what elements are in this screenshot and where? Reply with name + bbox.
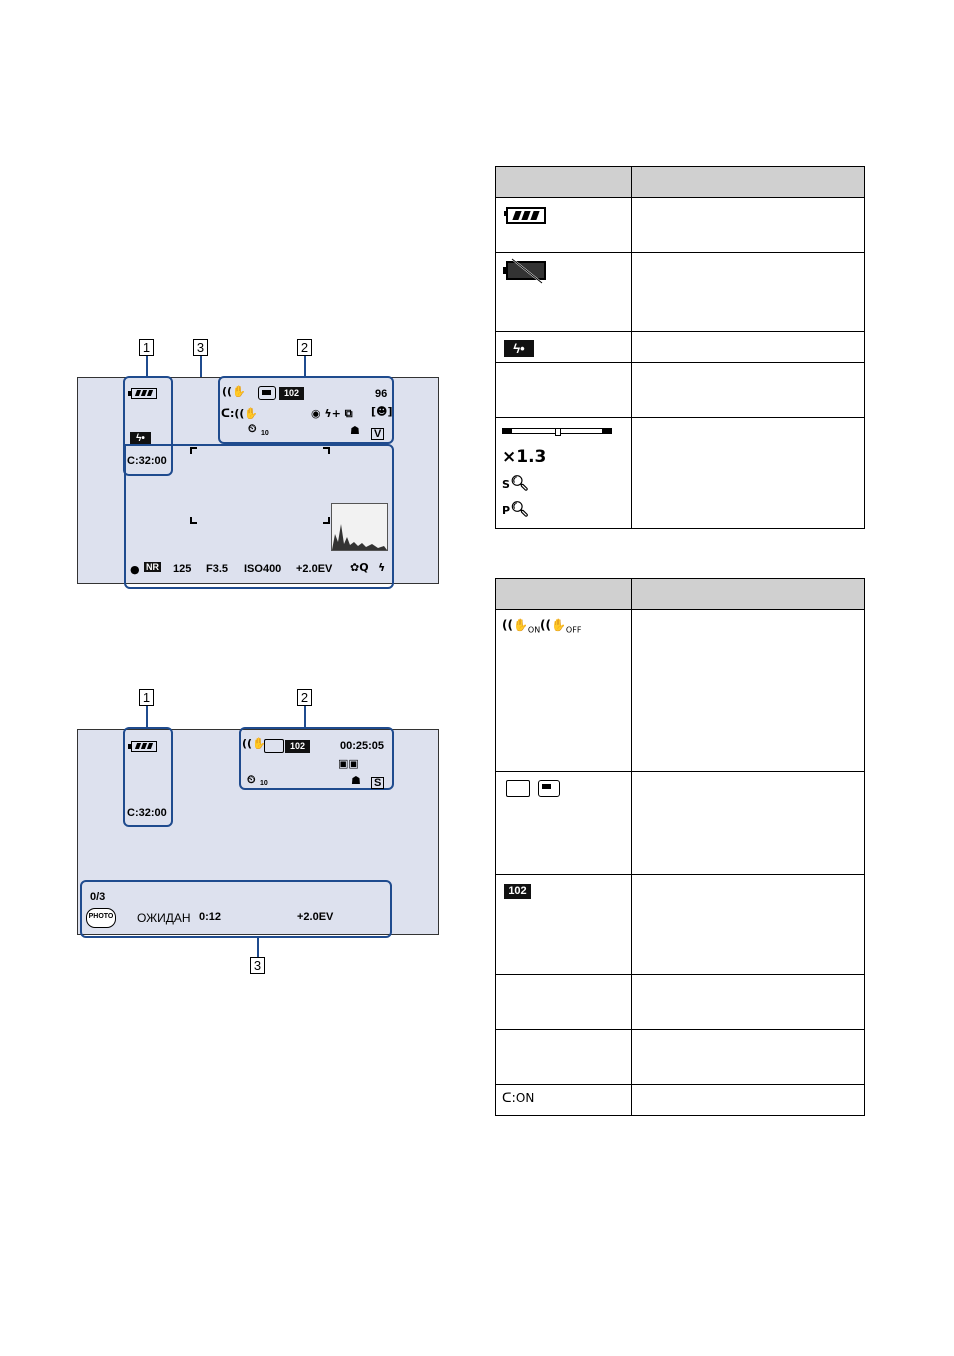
table-header-row (496, 167, 865, 198)
meaning-cell (631, 332, 864, 363)
steadyshot-off-icon: (($✋_{OFF}$ (540, 618, 582, 635)
table-header-row (496, 579, 865, 610)
table-row (496, 332, 865, 363)
battery-icon (131, 388, 157, 399)
image-counter: 0/3 (90, 891, 106, 903)
photo-button-icon: PHOTO (86, 908, 116, 928)
scene-icon: ☗ (350, 424, 360, 437)
self-timer-sub: 10 (261, 430, 269, 437)
icon-cell (496, 975, 632, 1030)
exposure-value: +2.0EV (296, 563, 333, 575)
callout-2: 2 (297, 689, 312, 706)
battery-full-icon (506, 207, 546, 224)
folder-icon: 102 (285, 740, 310, 753)
steadyshot-on-icon: (($✋_{ON}$ (502, 618, 541, 635)
table-row (496, 875, 865, 975)
movie-lcd-screen (77, 729, 439, 935)
af-frame-tl (190, 447, 197, 454)
zoom-value: ×1.3 (502, 447, 547, 467)
metering-mode-icon: ▣▣ (338, 757, 359, 770)
icon-cell (496, 363, 632, 418)
table-row (496, 610, 865, 772)
memory-card-icon (264, 739, 284, 753)
table-row (496, 772, 865, 875)
standby-label: ОЖИДАН (137, 911, 191, 925)
indicator-group-3 (80, 880, 392, 938)
scene-label: S (371, 777, 384, 789)
metering-icon: ● (130, 563, 140, 576)
callout-line-2 (304, 706, 306, 727)
meaning-cell (631, 1030, 864, 1085)
af-frame-br (323, 517, 330, 524)
meaning-cell (631, 1085, 864, 1116)
shutter-speed: 125 (173, 563, 192, 575)
callout-1: 1 (139, 689, 154, 706)
table-row (496, 253, 865, 332)
elapsed-time: 0:12 (199, 911, 222, 923)
flash-charge-icon: ϟ• (504, 340, 534, 357)
header-cell-meaning (631, 579, 864, 610)
indicator-table-2 (495, 578, 865, 1116)
flash-charge-icon: ϟ• (130, 432, 151, 445)
battery-remaining-time: C:32:00 (127, 807, 167, 819)
icon-cell (496, 772, 632, 875)
meaning-cell (631, 610, 864, 772)
meaning-cell (631, 875, 864, 975)
internal-memory-icon (538, 780, 560, 797)
battery-icon (131, 741, 157, 752)
callout-line-1 (146, 356, 148, 377)
histogram-graph (332, 504, 387, 550)
icon-cell (496, 332, 632, 363)
callout-line-2 (304, 356, 306, 377)
callout-line-3 (257, 936, 259, 957)
meaning-cell (631, 772, 864, 875)
header-cell-indicator (496, 579, 632, 610)
folder-icon: 102 (279, 387, 304, 400)
icon-cell (496, 875, 632, 975)
still-lcd-screen (77, 377, 439, 584)
face-detection-icon: [☻] (371, 405, 393, 418)
histogram (331, 503, 388, 551)
macro-zoom-icon: ✿Q (350, 561, 369, 574)
table-row (496, 418, 865, 529)
zoom-scale-icon (502, 428, 612, 434)
meaning-cell (631, 363, 864, 418)
smart-zoom-icon: S🔍︎ (502, 474, 529, 492)
iso-value: ISO400 (244, 563, 282, 575)
table-row (496, 363, 865, 418)
meaning-cell (631, 253, 864, 332)
flash-icon: ϟ (378, 561, 386, 574)
nr-icon: NR (146, 562, 159, 572)
icon-cell (496, 198, 632, 253)
battery-remaining-time: C:32:00 (127, 455, 167, 467)
af-illuminator-icon: ᑕ:ON (502, 1091, 535, 1106)
table-row (496, 1030, 865, 1085)
battery-empty-icon (502, 258, 548, 284)
table-row (496, 975, 865, 1030)
self-timer-icon: ⏲ (247, 773, 256, 786)
shots-remaining: 96 (375, 388, 388, 400)
af-frame-tr (323, 447, 330, 454)
icon-cell (496, 1030, 632, 1085)
table-row (496, 198, 865, 253)
precision-zoom-icon: P🔍︎ (502, 500, 530, 518)
header-cell-meaning (631, 167, 864, 198)
af-frame-bl (190, 517, 197, 524)
folder-icon: 102 (504, 884, 531, 899)
meaning-cell (631, 418, 864, 529)
callout-1: 1 (139, 339, 154, 356)
self-timer-sub: 10 (260, 780, 268, 787)
icon-cell (496, 418, 632, 529)
header-cell-indicator (496, 167, 632, 198)
callout-line-1 (146, 706, 148, 727)
icon-cell (496, 253, 632, 332)
callout-2: 2 (297, 339, 312, 356)
table-row (496, 1085, 865, 1116)
memory-card-icon (506, 780, 530, 797)
internal-memory-icon (258, 386, 276, 400)
callout-3: 3 (250, 957, 265, 974)
steadyshot-on-icon: ((✋ (222, 385, 246, 398)
aperture-value: F3.5 (206, 563, 229, 575)
self-timer-icon: ⏲ (248, 422, 257, 435)
meaning-cell (631, 975, 864, 1030)
indicator-table-1 (495, 166, 865, 529)
recording-time: 00:25:05 (340, 740, 385, 752)
meaning-cell (631, 198, 864, 253)
scene-icon: ☗ (351, 774, 361, 787)
red-eye-icon: ◉ ϟ+ ⧉ (311, 407, 353, 420)
callout-3: 3 (193, 339, 208, 356)
exposure-value: +2.0EV (297, 911, 334, 923)
af-illuminator-icon: ᑕ:((✋ (221, 407, 259, 420)
icon-cell (496, 1085, 632, 1116)
scene-label: V (371, 428, 384, 440)
icon-cell (496, 610, 632, 772)
steadyshot-on-icon: ((✋ (242, 737, 266, 750)
